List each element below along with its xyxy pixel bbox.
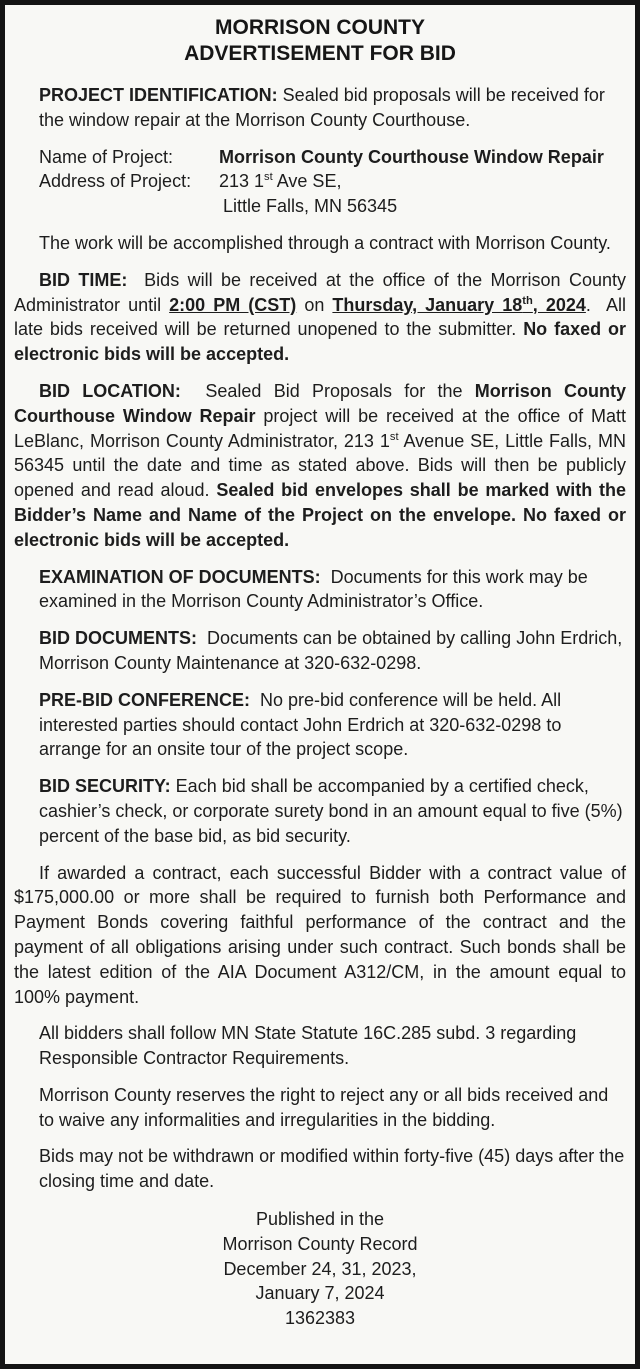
- paragraph-contract-note: The work will be accomplished through a contract with Morrison County.: [39, 232, 611, 253]
- paragraph-withdrawal-restriction: Bids may not be withdrawn or modified within forty-five (45) days after the closing time and date.: [39, 1146, 625, 1192]
- project-details-row: [39, 145, 626, 170]
- project-details-value: 213 1st Ave SE,: [219, 171, 342, 192]
- publication-line: January 7, 2024: [255, 1283, 385, 1304]
- project-details-label: Name of Project:: [39, 146, 174, 167]
- paragraph-bid-time: BID TIME: Bids will be received at the office of the Morrison County Administrator until 2:00 PM (CST) on Thursday, January 18th, 2024. All late bids received will be returned unopened to the submitter. No faxed or electronic bids will be accepted.: [14, 269, 626, 365]
- paragraph-right-to-reject: Morrison County reserves the right to reject any or all bids received and to waive any informalities and irregularities in the bidding.: [39, 1084, 609, 1130]
- paragraph-project-identification: PROJECT IDENTIFICATION: Sealed bid proposals will be received for the window repair at the Morrison County Courthouse.: [39, 85, 605, 130]
- paragraph-bid-location: BID LOCATION: Sealed Bid Proposals for the Morrison County Courthouse Window Repair project will be received at the office of Matt LeBlanc, Morrison County Administrator, 213 1st Avenue SE, Little Falls, MN 56345 until the date and time as stated above. Bids will then be publicly opened and read aloud. Sealed bid envelopes shall be marked with the Bidder’s Name and Name of the Project on the envelope. No faxed or electronic bids will be accepted.: [14, 380, 627, 550]
- project-details-label: [39, 194, 219, 219]
- paragraph-examination-of-documents: EXAMINATION OF DOCUMENTS: Documents for this work may be examined in the Morrison County Administrator’s Office.: [39, 566, 588, 612]
- notice-title-line2: ADVERTISEMENT FOR BID: [184, 42, 456, 65]
- project-details-value: Morrison County Courthouse Window Repair: [219, 146, 604, 167]
- paragraph-performance-payment-bonds: If awarded a contract, each successful Bidder with a contract value of $175,000.00 or more shall be required to furnish both Performance and Payment Bonds covering faithful performance of the contract and the payment of all obligations arising under such contract. Such bonds shall be the latest edition of the AIA Document A312/CM, in the amount equal to 100% payment.: [14, 862, 626, 1007]
- notice-title-line1: MORRISON COUNTY: [215, 16, 425, 39]
- project-details-row: [39, 194, 626, 219]
- project-details: [39, 145, 626, 219]
- notice-body: [14, 83, 626, 1194]
- project-details-label: Address of Project:: [39, 171, 192, 192]
- publication-line: December 24, 31, 2023,: [223, 1258, 417, 1279]
- publication-line: Published in the: [255, 1209, 385, 1230]
- paragraph-bid-documents: BID DOCUMENTS: Documents can be obtained by calling John Erdrich, Morrison County Maintenance at 320-632-0298.: [39, 628, 623, 673]
- paragraph-responsible-contractor: All bidders shall follow MN State Statute 16C.285 subd. 3 regarding Responsible Contractor Requirements.: [39, 1023, 577, 1069]
- publication-line: Morrison County Record: [222, 1233, 418, 1254]
- project-details-row: [39, 169, 626, 194]
- publication-footer: [14, 1207, 626, 1331]
- paragraph-bid-security: BID SECURITY: Each bid shall be accompanied by a certified check, cashier’s check, or corporate surety bond in an amount equal to five (5%) percent of the base bid, as bid security.: [39, 776, 623, 846]
- notice-header: [14, 15, 626, 67]
- paragraph-pre-bid-conference: PRE-BID CONFERENCE: No pre-bid conference will be held. All interested parties should contact John Erdrich at 320-632-0298 to arrange for an onsite tour of the project scope.: [39, 689, 562, 760]
- project-details-value: Little Falls, MN 56345: [223, 196, 398, 217]
- notice-number: 1362383: [284, 1308, 356, 1329]
